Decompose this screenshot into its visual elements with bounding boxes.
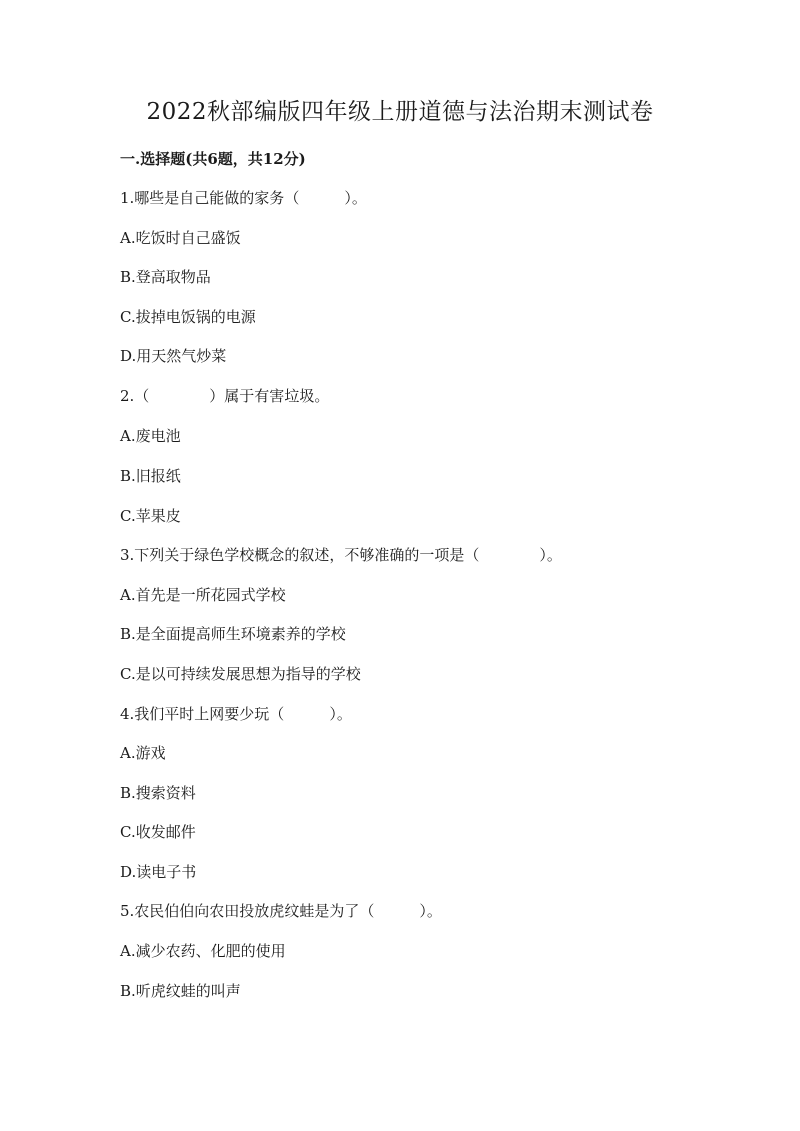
question-1-option-b: B.登高取物品 xyxy=(120,268,211,286)
question-4-option-b: B.搜索资料 xyxy=(120,784,196,802)
question-2-stem: 2.（ ）属于有害垃圾。 xyxy=(120,387,330,405)
question-1-option-c: C.拔掉电饭锅的电源 xyxy=(120,308,256,326)
question-3-option-c: C.是以可持续发展思想为指导的学校 xyxy=(120,665,361,683)
question-5-option-b: B.听虎纹蛙的叫声 xyxy=(120,982,241,1000)
question-4-option-d: D.读电子书 xyxy=(120,863,197,881)
question-2-option-c: C.苹果皮 xyxy=(120,507,181,525)
question-4-option-c: C.收发邮件 xyxy=(120,823,196,841)
question-4-stem: 4.我们平时上网要少玩（ ）。 xyxy=(120,705,352,723)
question-1-option-a: A.吃饭时自己盛饭 xyxy=(120,229,241,247)
question-1-stem: 1.哪些是自己能做的家务（ ）。 xyxy=(120,189,367,207)
question-1-option-d: D.用天然气炒菜 xyxy=(120,347,227,365)
page-title: 2022秋部编版四年级上册道德与法治期末测试卷 xyxy=(146,99,654,125)
question-3-option-a: A.首先是一所花园式学校 xyxy=(120,586,286,604)
question-4-option-a: A.游戏 xyxy=(120,744,166,762)
question-5-option-a: A.减少农药、化肥的使用 xyxy=(120,942,286,960)
question-2-option-b: B.旧报纸 xyxy=(120,467,181,485)
question-2-option-a: A.废电池 xyxy=(120,427,181,445)
question-5-stem: 5.农民伯伯向农田投放虎纹蛙是为了（ ）。 xyxy=(120,902,442,920)
question-3-option-b: B.是全面提高师生环境素养的学校 xyxy=(120,625,346,643)
section-heading: 一.选择题(共6题，共12分) xyxy=(120,150,306,168)
question-3-stem: 3.下列关于绿色学校概念的叙述，不够准确的一项是（ ）。 xyxy=(120,546,562,564)
